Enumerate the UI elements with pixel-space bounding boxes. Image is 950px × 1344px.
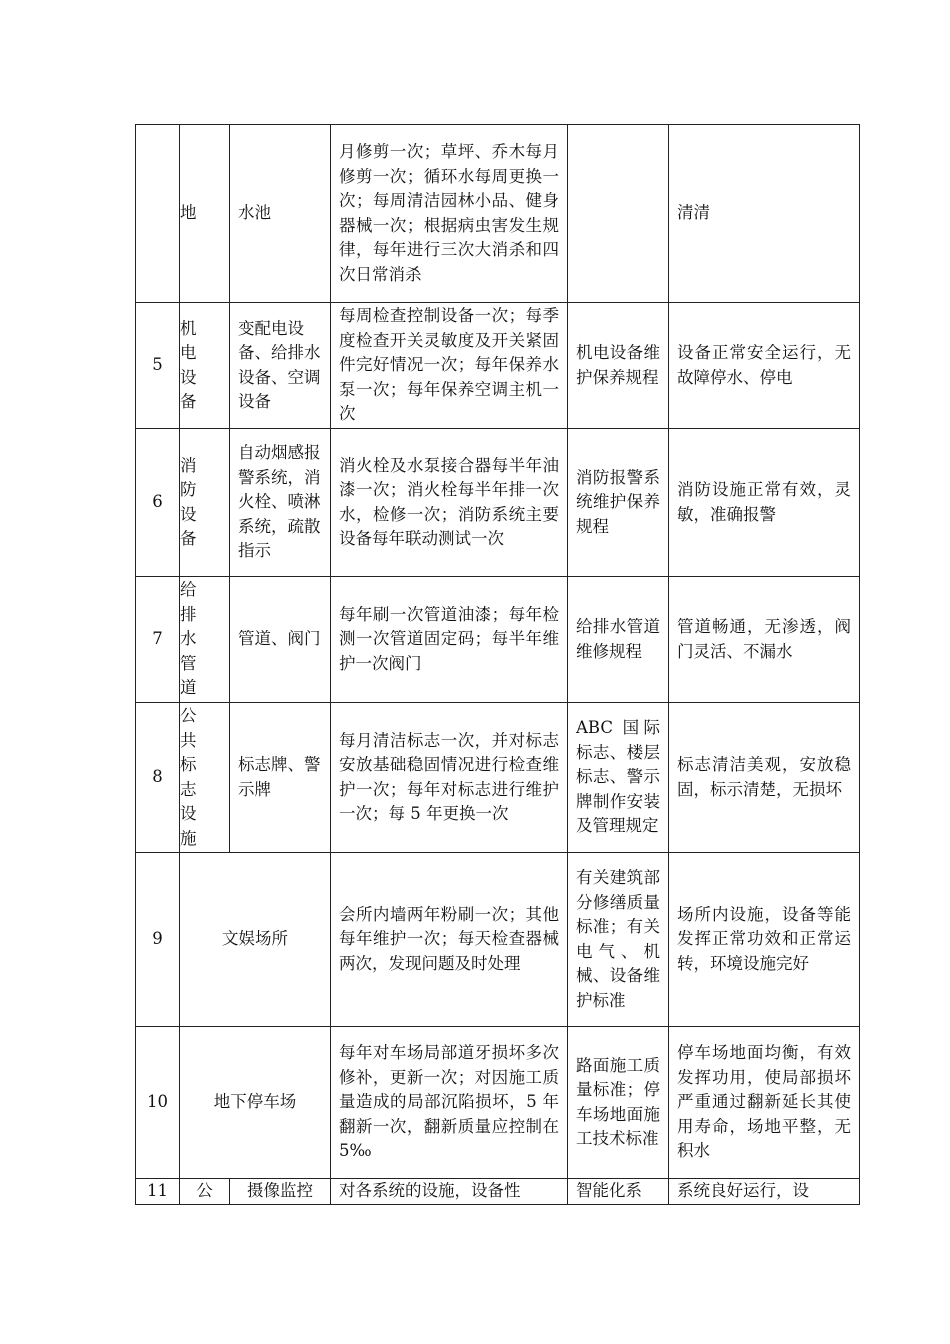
row-requirement: 消防设施正常有效，灵敏，准确报警 xyxy=(669,429,860,577)
row-number: 5 xyxy=(136,303,180,429)
row-object: 变配电设备、给排水设备、空调设备 xyxy=(230,303,331,429)
row-content: 对各系统的设施，设备性 xyxy=(331,1179,568,1205)
row-number: 8 xyxy=(136,703,180,853)
row-category: 公 xyxy=(180,1179,230,1205)
row-requirement: 标志清洁美观，安放稳固，标示清楚，无损坏 xyxy=(669,703,860,853)
row-requirement: 停车场地面均衡，有效发挥功用，使局部损坏严重通过翻新延长其使用寿命，场地平整，无积水 xyxy=(669,1027,860,1179)
row-object: 标志牌、警示牌 xyxy=(230,703,331,853)
table-row xyxy=(136,703,860,853)
row-standard: 机电设备维护保养规程 xyxy=(568,303,669,429)
row-content: 消火栓及水泵接合器每半年油漆一次；消火栓每半年排一次水，检修一次；消防系统主要设备每年联动测试一次 xyxy=(331,429,568,577)
row-object: 自动烟感报警系统，消火栓、喷淋系统，疏散指示 xyxy=(230,429,331,577)
row-content: 每年对车场局部道牙损坏多次修补，更新一次；对因施工质量造成的局部沉陷损坏，5 年翻新一次，翻新质量应控制在 5‰ xyxy=(331,1027,568,1179)
row-number: 9 xyxy=(136,853,180,1027)
table-row xyxy=(136,125,860,303)
row-content: 会所内墙两年粉刷一次；其他每年维护一次；每天检查器械两次，发现问题及时处理 xyxy=(331,853,568,1027)
row-standard: ABC 国际标志、楼层标志、警示牌制作安装及管理规定 xyxy=(568,703,669,853)
row-standard: 有关建筑部分修缮质量标准；有关电气、机械、设备维护标准 xyxy=(568,853,669,1027)
row-category: 地 xyxy=(180,125,230,303)
row-object: 水池 xyxy=(230,125,331,303)
table-row xyxy=(136,577,860,703)
row-number: 10 xyxy=(136,1027,180,1179)
table-row xyxy=(136,429,860,577)
row-requirement: 清清 xyxy=(669,125,860,303)
row-standard xyxy=(568,125,669,303)
row-content: 每周检查控制设备一次；每季度检查开关灵敏度及开关紧固件完好情况一次；每年保养水泵一次；每年保养空调主机一次 xyxy=(331,303,568,429)
row-number xyxy=(136,125,180,303)
row-content: 每月清洁标志一次，并对标志安放基础稳固情况进行检查维护一次；每年对标志进行维护一次；每 5 年更换一次 xyxy=(331,703,568,853)
row-standard: 消防报警系统维护保养规程 xyxy=(568,429,669,577)
row-object: 摄像监控 xyxy=(230,1179,331,1205)
row-category: 机电设备 xyxy=(180,303,230,429)
row-requirement: 管道畅通，无渗透，阀门灵活、不漏水 xyxy=(669,577,860,703)
row-number: 6 xyxy=(136,429,180,577)
row-merged-item: 地下停车场 xyxy=(180,1027,331,1179)
row-category: 消防设备 xyxy=(180,429,230,577)
row-category: 公共标志设施 xyxy=(180,703,230,853)
table-row xyxy=(136,1027,860,1179)
row-content: 月修剪一次；草坪、乔木每月修剪一次；循环水每周更换一次；每周清洁园林小品、健身器械一次；根据病虫害发生规律，每年进行三次大消杀和四次日常消杀 xyxy=(331,125,568,303)
maintenance-table xyxy=(135,124,860,1205)
table-row xyxy=(136,1179,860,1205)
row-standard: 智能化系 xyxy=(568,1179,669,1205)
row-number: 7 xyxy=(136,577,180,703)
table-row xyxy=(136,853,860,1027)
row-requirement: 设备正常安全运行，无故障停水、停电 xyxy=(669,303,860,429)
row-standard: 路面施工质量标准；停车场地面施工技术标准 xyxy=(568,1027,669,1179)
row-content: 每年刷一次管道油漆；每年检测一次管道固定码；每半年维护一次阀门 xyxy=(331,577,568,703)
row-requirement: 场所内设施，设备等能发挥正常功效和正常运转，环境设施完好 xyxy=(669,853,860,1027)
row-number: 11 xyxy=(136,1179,180,1205)
row-object: 管道、阀门 xyxy=(230,577,331,703)
row-category: 给排水管道 xyxy=(180,577,230,703)
row-standard: 给排水管道维修规程 xyxy=(568,577,669,703)
row-requirement: 系统良好运行，设 xyxy=(669,1179,860,1205)
table-row xyxy=(136,303,860,429)
row-merged-item: 文娱场所 xyxy=(180,853,331,1027)
